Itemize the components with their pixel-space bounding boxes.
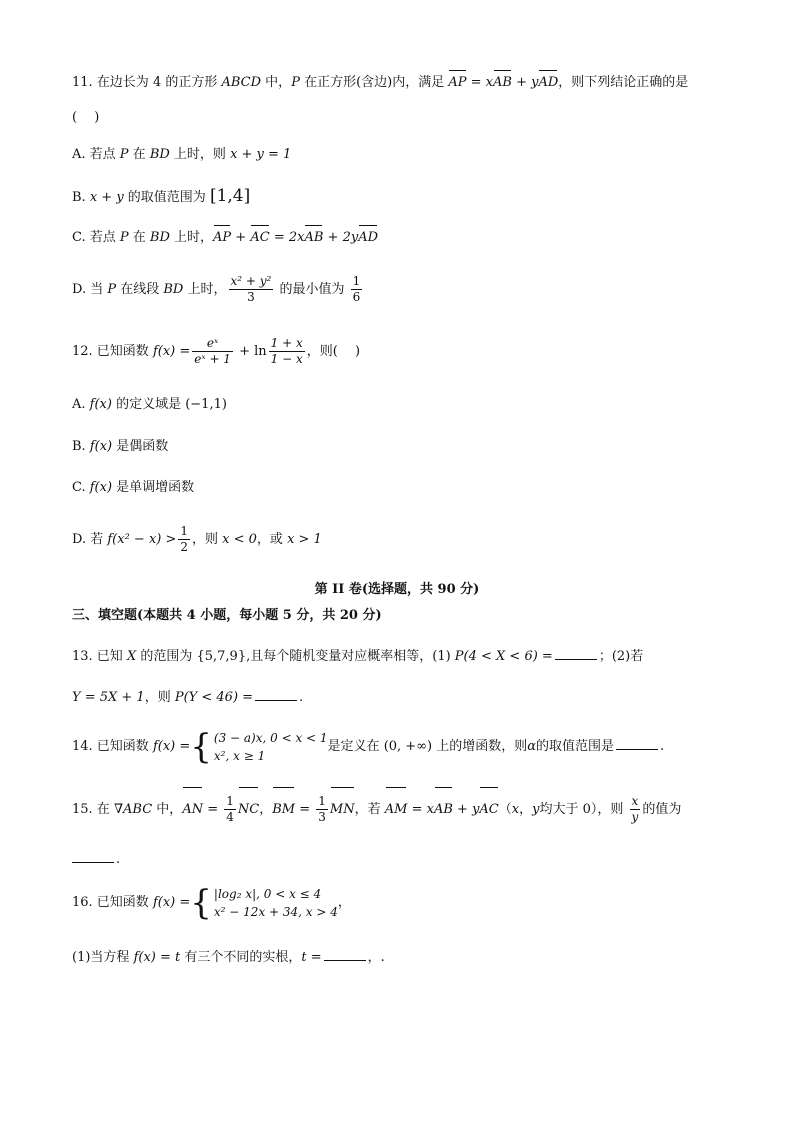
vector-AP: AP: [213, 228, 231, 248]
text: （: [498, 802, 512, 817]
text: 上时，则: [169, 147, 231, 162]
text: 的取值范围是: [536, 739, 615, 754]
text: (1)当方程: [72, 950, 134, 965]
math: f(x): [89, 397, 112, 412]
case: x², x ≥ 1: [213, 748, 266, 763]
math: f(x) = t: [133, 950, 181, 965]
denominator: 1 − x: [270, 352, 303, 366]
vector-AM: AM: [385, 790, 408, 830]
q11-option-d: [72, 270, 364, 310]
text: 的范围为: [136, 649, 197, 664]
fraction: [316, 794, 328, 825]
text: 中，: [152, 802, 183, 817]
vector-AB: AB: [493, 73, 512, 93]
text: .: [299, 690, 304, 705]
text: D. 若: [72, 532, 108, 547]
fraction: [630, 794, 641, 825]
text: 是单调增函数: [112, 480, 195, 495]
math: ∇ABC: [113, 802, 153, 817]
case: (3 − a)x, 0 < x < 1: [213, 730, 328, 745]
answer-blank[interactable]: [555, 645, 597, 660]
math: (0, +∞): [383, 739, 433, 754]
math: f(x) =: [152, 895, 191, 910]
text: 的定义域是: [111, 397, 186, 412]
text: ，则下列结论正确的是: [558, 75, 689, 90]
q11-option-c: [72, 228, 378, 248]
denominator: 3: [318, 810, 326, 824]
text: B.: [72, 439, 90, 454]
answer-blank[interactable]: [255, 686, 297, 701]
math: x + y: [89, 190, 124, 205]
text: ，则: [192, 532, 223, 547]
math: x > 1: [287, 532, 322, 547]
brace: {: [190, 882, 212, 923]
vector-NC: NC: [238, 790, 259, 830]
math: =: [295, 802, 315, 817]
math: α: [527, 739, 537, 754]
math: (−1,1): [185, 397, 227, 412]
answer-blank[interactable]: [72, 848, 114, 863]
math: = x: [466, 75, 493, 90]
math: [1,4]: [209, 186, 251, 206]
math: P(4 < X < 6) =: [454, 649, 553, 664]
q12-option-b: [72, 437, 168, 457]
math: X: [126, 649, 137, 664]
vector-AD: AD: [538, 73, 558, 93]
fraction: [192, 336, 233, 367]
numerator: 1: [318, 794, 326, 808]
math: = 2x: [269, 230, 305, 245]
numerator: 1: [226, 794, 234, 808]
vector-AB: AB: [434, 790, 453, 830]
denominator: eˣ + 1: [194, 352, 231, 366]
text: .: [660, 739, 665, 754]
text: 在正方形(含边)内，满足: [299, 75, 449, 90]
fraction: [178, 524, 190, 555]
math: f(x): [89, 439, 113, 454]
math: + y: [511, 75, 539, 90]
text: ，则( ): [306, 344, 361, 359]
math: y: [532, 802, 540, 817]
vector-BM: BM: [272, 790, 295, 830]
text: 上时，: [169, 230, 214, 245]
answer-blank[interactable]: [324, 946, 366, 961]
q12-option-d: [72, 520, 322, 560]
math: f(x) =: [152, 344, 191, 359]
math: BD: [149, 147, 170, 162]
case: x² − 12x + 34, x > 4: [213, 904, 338, 919]
denominator: y: [631, 810, 639, 824]
q16-stem: [72, 882, 351, 924]
math: f(x² − x) >: [107, 532, 177, 547]
text: 13. 已知: [72, 649, 127, 664]
text: ，: [337, 895, 351, 910]
q13-stem: [72, 645, 643, 667]
numerator: x: [631, 794, 639, 808]
q16-sub1: [72, 946, 385, 968]
denominator: 2: [180, 540, 189, 554]
text: C.: [72, 480, 90, 495]
fraction: [229, 274, 274, 305]
math: Y = 5X + 1: [72, 690, 145, 705]
text: 的最小值为: [275, 282, 349, 297]
math: t =: [301, 950, 322, 965]
q12-option-c: [72, 478, 194, 498]
denominator: 3: [247, 290, 255, 304]
math: + 2y: [323, 230, 359, 245]
math: P: [119, 147, 129, 162]
vector-AN: AN: [182, 790, 203, 830]
q11-option-b: [72, 186, 250, 208]
text: 16. 已知函数: [72, 895, 153, 910]
math: ABCD: [221, 75, 262, 90]
q11-option-a: [72, 145, 291, 165]
text: A.: [72, 397, 90, 412]
q14-stem: [72, 726, 664, 768]
vector-AP: AP: [448, 73, 466, 93]
q13-line2: [72, 686, 303, 708]
text: ，: [519, 802, 533, 817]
answer-blank[interactable]: [616, 735, 658, 750]
q15-stem: [72, 790, 681, 830]
part2-title: 第 II 卷(选择题，共 90 分): [314, 582, 480, 597]
numerator: 1: [180, 524, 189, 538]
text: 12. 已知函数: [72, 344, 153, 359]
piecewise: [214, 885, 338, 921]
numerator: 1: [352, 274, 361, 288]
vector-AC: AC: [479, 790, 498, 830]
math: =: [203, 802, 223, 817]
text: 有三个不同的实根，: [180, 950, 302, 965]
denominator: 6: [352, 290, 361, 304]
text: 均大于 0），则: [539, 802, 628, 817]
vector-MN: MN: [330, 790, 355, 830]
brace: {: [190, 726, 212, 767]
math: x + y = 1: [230, 147, 292, 162]
piecewise: [214, 729, 328, 765]
numerator: x² + y²: [230, 274, 272, 288]
math: x < 0: [222, 532, 257, 547]
fraction: [224, 794, 236, 825]
q12-stem: [72, 332, 360, 372]
text: 15. 在: [72, 802, 114, 817]
text: D. 当: [72, 282, 108, 297]
math: +: [231, 230, 251, 245]
math: + y: [452, 802, 480, 817]
text: C. 若点: [72, 230, 120, 245]
text: 11. 在边长为 4 的正方形: [72, 75, 222, 90]
math: f(x): [89, 480, 113, 495]
math: P: [107, 282, 117, 297]
text: ,且每个随机变量对应概率相等，(1): [246, 649, 455, 664]
math: x: [511, 802, 520, 817]
answer-bracket: ( ): [72, 110, 100, 125]
q15-line2: [72, 848, 120, 870]
text: ，或: [256, 532, 288, 547]
vector-AC: AC: [250, 228, 269, 248]
math: P(Y < 46) =: [174, 690, 254, 705]
text: .: [116, 852, 121, 867]
math: BD: [149, 230, 170, 245]
text: ，若: [354, 802, 385, 817]
text: 中，: [261, 75, 292, 90]
text: ，则: [144, 690, 175, 705]
text: 在: [128, 230, 150, 245]
math: P: [291, 75, 300, 90]
text: 的取值范围为: [123, 190, 210, 205]
text: ，: [259, 802, 273, 817]
case: |log₂ x|, 0 < x ≤ 4: [213, 886, 322, 901]
text: 是偶函数: [112, 439, 169, 454]
text: ；(2)若: [598, 649, 644, 664]
text: B.: [72, 190, 90, 205]
math: f(x) =: [152, 739, 191, 754]
numerator: eˣ: [192, 336, 233, 352]
denominator: 4: [226, 810, 234, 824]
math: = x: [407, 802, 434, 817]
fraction: [351, 274, 363, 305]
section3-title: 三、填空题(本题共 4 小题，每小题 5 分，共 20 分): [72, 608, 382, 623]
q12-option-a: [72, 395, 227, 415]
text: 14. 已知函数: [72, 739, 153, 754]
text: 上时，: [183, 282, 227, 297]
math: BD: [163, 282, 184, 297]
text: 的值为: [642, 802, 682, 817]
q11-bracket: [72, 108, 99, 128]
text: ，.: [367, 950, 385, 965]
vector-AB: AB: [304, 228, 323, 248]
math: + ln: [234, 344, 267, 359]
text: 上的增函数，则: [432, 739, 528, 754]
q11-stem: [72, 73, 688, 93]
text: 在: [128, 147, 150, 162]
math: P: [119, 230, 129, 245]
numerator: 1 + x: [270, 336, 303, 350]
text: 是定义在: [327, 739, 384, 754]
math: {5,7,9}: [196, 649, 247, 664]
vector-AD: AD: [358, 228, 378, 248]
fraction: [269, 336, 305, 367]
text: 在线段: [116, 282, 164, 297]
text: A. 若点: [72, 147, 120, 162]
